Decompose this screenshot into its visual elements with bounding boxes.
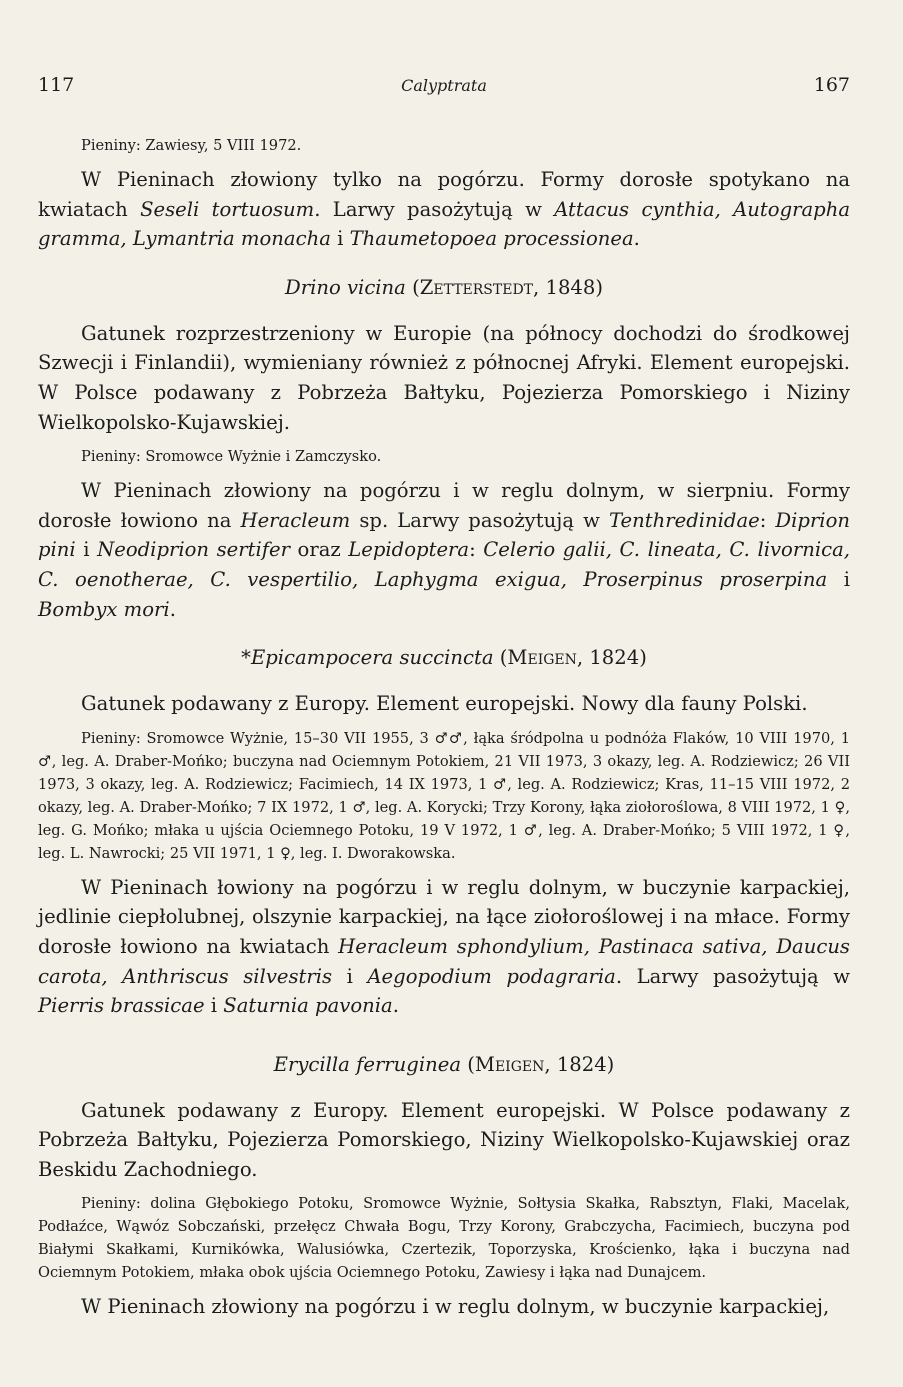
locality-line: Pieniny: Zawiesy, 5 VIII 1972.: [81, 137, 302, 154]
left-page-number: 117: [38, 74, 75, 96]
locality-block: Pieniny: Sromowce Wyżnie, 15–30 VII 1955, 3 ♂♂, łąka śródpolna u podnóża Flaków, 10 VIII 1970, 1 ♂, leg. A. Draber-Mońko; buczyna nad Ociemnym Potokiem, 21 VII 1973, 3 okazy, leg. A. Rodziewicz; 26 VII 1973, 3 okazy, leg. A. Rodziewicz; Facimiech, 14 IX 1973, 1 ♂, leg. A. Rodziewicz; Kras, 11–15 VIII 1972, 2 okazy, leg. A. Draber-Mońko; 7 IX 1972, 1 ♂, leg. A. Korycki; Trzy Korony, łąka ziołoroślowa, 8 VIII 1972, 1 ♀, leg. G. Mońko; młaka u ujścia Ociemnego Potoku, 19 V 1972, 1 ♂, leg. A. Draber-Mońko; 5 VIII 1972, 1 ♀, leg. L. Nawrocki; 25 VII 1971, 1 ♀, leg. I. Dworakowska.: [38, 729, 850, 862]
paragraph: Gatunek podawany z Europy. Element europejski. W Polsce podawany z Pobrzeża Bałtyku, Pojezierza Pomorskiego, Niziny Wielkopolsko-Kujawskiej oraz Beskidu Zachodniego.: [38, 1098, 850, 1181]
paragraph: W Pieninach złowiony tylko na pogórzu. Formy dorosłe spotykano na kwiatach Seseli tortuosum. Larwy pasożytują w Attacus cynthia, Autographa gramma, Lymantria monacha i Thaumetopoea processionea.: [38, 168, 851, 251]
paragraph: W Pieninach złowiony na pogórzu i w reglu dolnym, w sierpniu. Formy dorosłe łowiono na Heracleum sp. Larwy pasożytują w Tenthredinidae: Diprion pini i Neodiprion sertifer oraz Lepidoptera: Celerio galii, C. lineata, C. livornica, C. oenotherae, C. vespertilio, Laphygma exigua, Proserpinus proserpina i Bombyx mori.: [38, 479, 850, 621]
species-heading: *Epicampocera succincta (Meigen, 1824): [241, 646, 647, 670]
right-page-number: 167: [813, 74, 850, 96]
paragraph: Gatunek rozprzestrzeniony w Europie (na północy dochodzi do środkowej Szwecji i Finlandii), wymieniany również z północnej Afryki. Element europejski. W Polsce podawany z Pobrzeża Bałtyku, Pojezierza Pomorskiego i Niziny Wielkopolsko-Kujawskiej.: [38, 321, 850, 434]
page-content: [38, 134, 850, 1322]
species-heading: Drino vicina (Zetterstedt, 1848): [285, 275, 603, 299]
page-header: [38, 74, 850, 104]
species-heading: Erycilla ferruginea (Meigen, 1824): [273, 1052, 615, 1076]
paragraph: Gatunek podawany z Europy. Element europejski. Nowy dla fauny Polski.: [81, 692, 808, 716]
locality-block: Pieniny: dolina Głębokiego Potoku, Sromowce Wyżnie, Sołtysia Skałka, Rabsztyn, Flaki, Macelak, Podłaźce, Wąwóz Sobczański, przełęcz Chwała Bogu, Trzy Korony, Grabczycha, Facimiech, buczyna pod Białymi Skałkami, Kurnikówka, Walusiówka, Czertezik, Toporzyska, Krościenko, łąka i buczyna nad Ociemnym Potokiem, młaka obok ujścia Ociemnego Potoku, Zawiesy i łąka nad Dunajcem.: [38, 1195, 850, 1282]
paragraph: W Pieninach łowiony na pogórzu i w reglu dolnym, w buczynie karpackiej, jedlinie ciepłolubnej, olszynie karpackiej, na łące ziołoroślowej i na młace. Formy dorosłe łowiono na kwiatach Heracleum sphondylium, Pastinaca sativa, Daucus carota, Anthriscus silvestris i Aegopodium podagraria. Larwy pasożytują w Pierris brassicae i Saturnia pavonia.: [38, 875, 850, 1018]
running-title: Calyptrata: [401, 76, 487, 95]
paragraph: W Pieninach złowiony na pogórzu i w reglu dolnym, w buczynie karpackiej,: [81, 1295, 830, 1319]
locality-line: Pieniny: Sromowce Wyżnie i Zamczysko.: [81, 448, 382, 466]
